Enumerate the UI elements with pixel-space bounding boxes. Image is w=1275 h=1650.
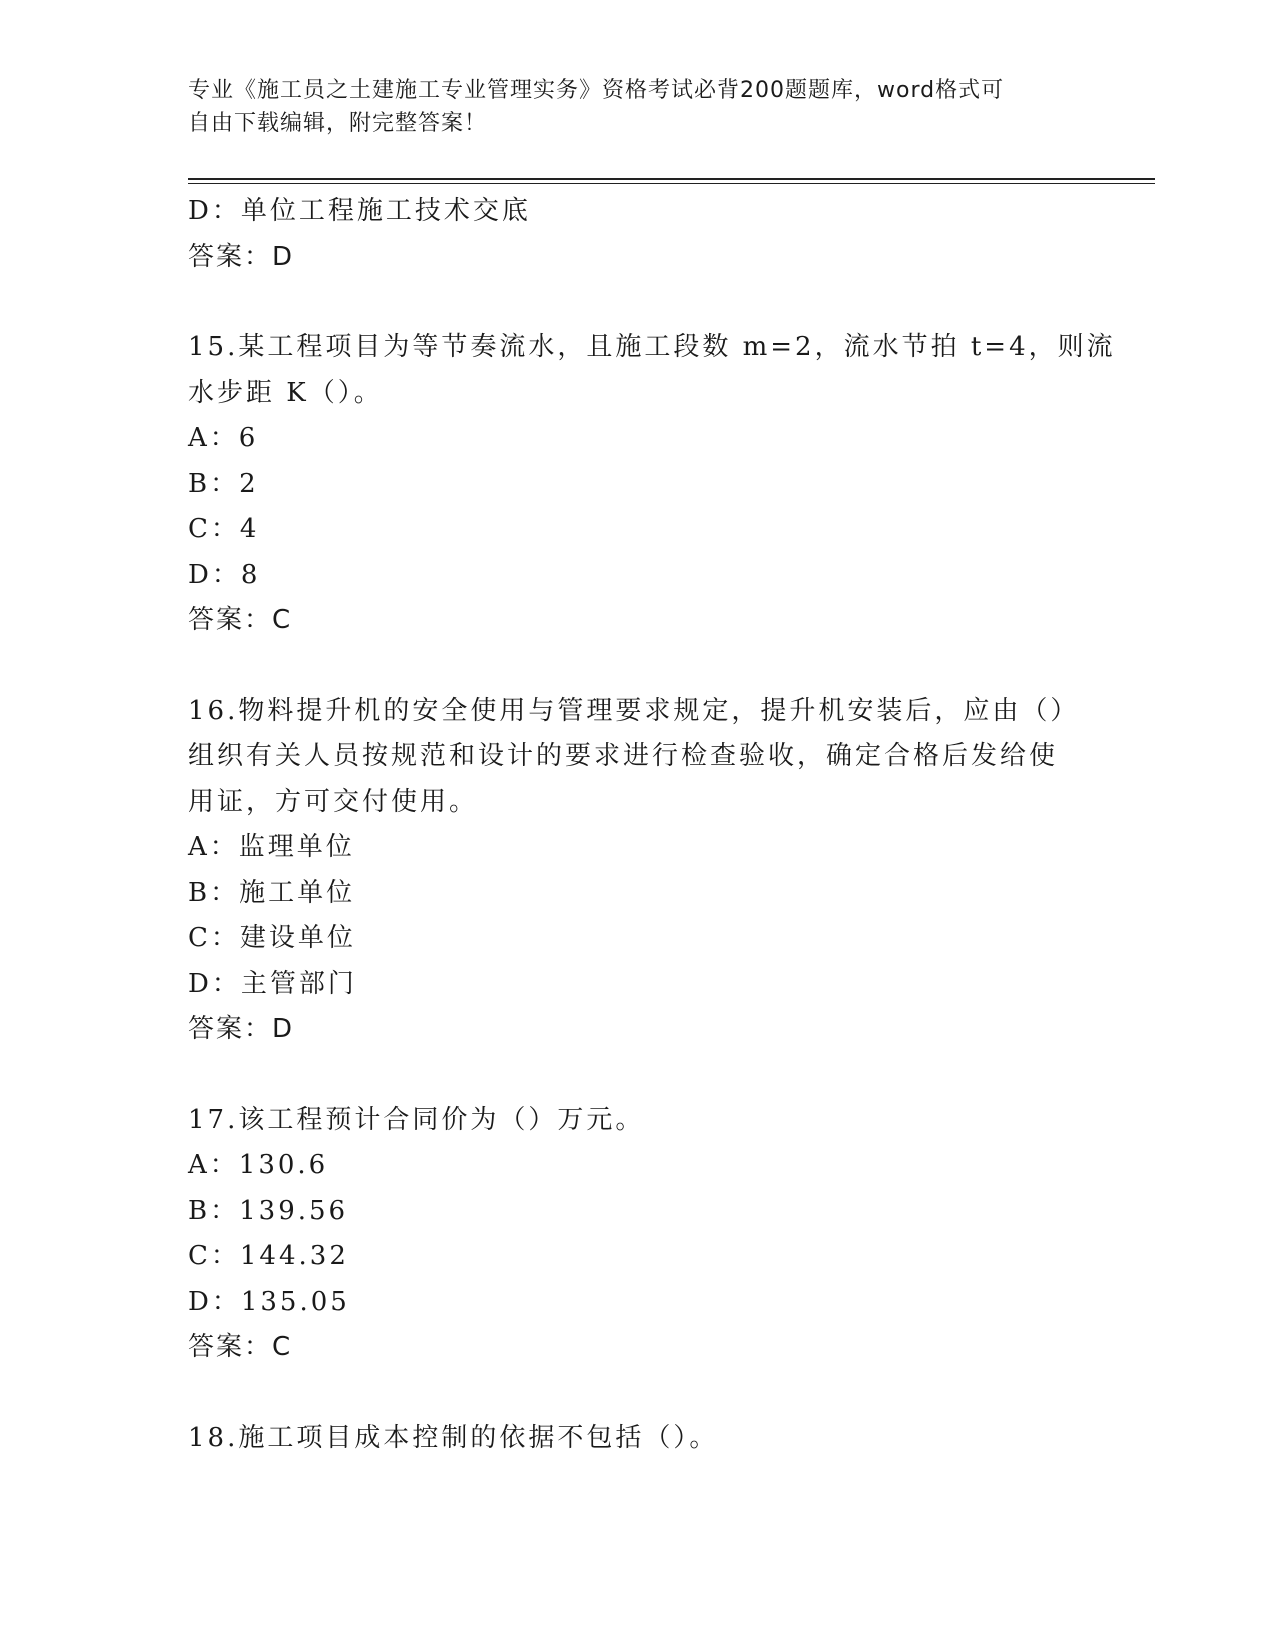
q17-text-line-1: 17.该工程预计合同价为（）万元。 — [188, 1104, 645, 1135]
q17-option-d: D：135.05 — [188, 1286, 350, 1317]
q16-option-b: B：施工单位 — [188, 877, 356, 908]
q15-option-b: B：2 — [188, 468, 259, 499]
q17-option-c: C：144.32 — [188, 1241, 349, 1271]
q17-option-b: B：139.56 — [188, 1195, 349, 1226]
q16-text-line-3: 用证，方可交付使用。 — [188, 786, 479, 817]
q16-option-a: A：监理单位 — [188, 832, 355, 862]
q15-option-a: A：6 — [188, 423, 259, 453]
spacer — [188, 644, 1068, 689]
header-rule-thick — [188, 178, 1155, 180]
question-14-tail — [188, 189, 1068, 280]
question-15 — [188, 325, 1116, 644]
q14-answer: 答案：D — [188, 241, 295, 272]
q17-option-a: A：130.6 — [188, 1150, 329, 1180]
q14-option-d: D：单位工程施工技术交底 — [188, 196, 531, 226]
q15-option-d: D：8 — [188, 559, 261, 590]
question-list — [188, 189, 1116, 1461]
q16-option-d: D：主管部门 — [188, 968, 357, 999]
header-rule-thin — [188, 183, 1155, 184]
q15-text-line-1: 15.某工程项目为等节奏流水，且施工段数 m=2，流水节拍 t=4，则流 — [188, 332, 1116, 362]
page-header — [188, 74, 1068, 140]
header-line-1: 专业《施工员之土建施工专业管理实务》资格考试必背200题题库，word格式可 — [188, 78, 1005, 103]
question-17 — [188, 1098, 1068, 1371]
spacer — [188, 1371, 1068, 1416]
q17-answer: 答案：C — [188, 1332, 293, 1362]
q15-text-line-2: 水步距 K（）。 — [188, 377, 383, 408]
spacer — [188, 280, 1068, 325]
q16-text-line-1: 16.物料提升机的安全使用与管理要求规定，提升机安装后，应由（） — [188, 695, 1080, 726]
q16-text-line-2: 组织有关人员按规范和设计的要求进行检查验收，确定合格后发给使 — [188, 741, 1059, 771]
spacer — [188, 1053, 1068, 1098]
q16-option-c: C：建设单位 — [188, 923, 356, 953]
q15-option-c: C：4 — [188, 514, 260, 544]
q15-answer: 答案：C — [188, 605, 293, 635]
q18-text-line-1: 18.施工项目成本控制的依据不包括（）。 — [188, 1422, 719, 1453]
q16-answer: 答案：D — [188, 1014, 295, 1044]
question-16 — [188, 689, 1080, 1053]
question-18 — [188, 1416, 1068, 1462]
header-line-2: 自由下载编辑，附完整答案！ — [188, 111, 488, 136]
